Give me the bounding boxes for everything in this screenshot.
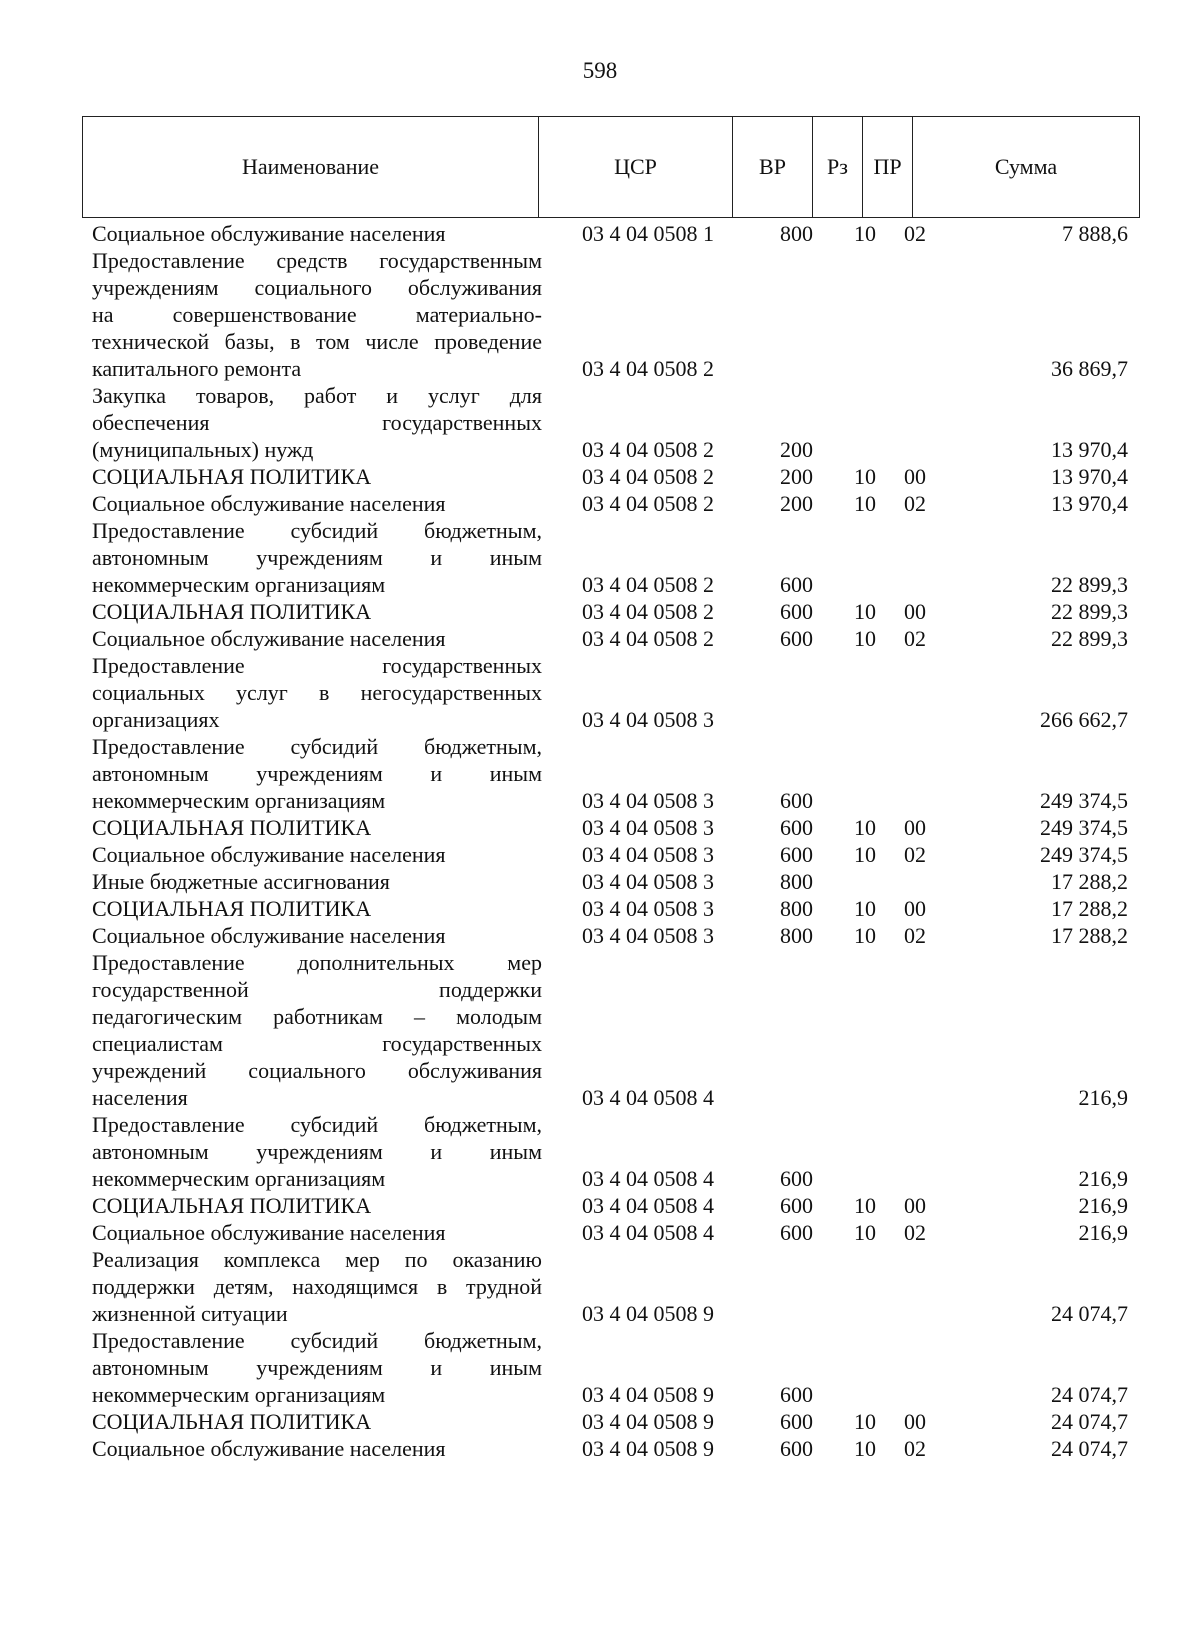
table-row [82,625,1140,652]
row-csr: 03 4 04 0508 2 [582,356,714,381]
row-vr: 600 [780,1436,813,1461]
table-row [82,220,1140,247]
row-csr: 03 4 04 0508 3 [582,896,714,921]
table-row [82,1111,1140,1192]
row-csr: 03 4 04 0508 3 [582,869,714,894]
row-name-line: Предоставление субсидий бюджетным, [92,1112,542,1137]
row-sum: 7 888,6 [1062,221,1128,246]
row-name-line: государственной поддержки [92,977,542,1002]
row-csr: 03 4 04 0508 4 [582,1220,714,1245]
header-rz: Рз [813,117,863,217]
row-sum: 249 374,5 [1040,815,1128,840]
row-rz: 10 [854,599,876,624]
row-sum: 13 970,4 [1051,464,1128,489]
table-row [82,247,1140,382]
table-row [82,814,1140,841]
row-name-line: Предоставление субсидий бюджетным, [92,1328,542,1353]
row-vr: 600 [780,1166,813,1191]
row-csr: 03 4 04 0508 3 [582,815,714,840]
row-name-line: организациях [92,707,220,732]
table-row [82,1327,1140,1408]
row-vr: 600 [780,626,813,651]
row-name-line: Социальное обслуживание населения [92,923,446,948]
table-row [82,922,1140,949]
row-name-line: автономным учреждениям и иным [92,545,542,570]
row-vr: 800 [780,896,813,921]
row-name-line: Социальное обслуживание населения [92,491,446,516]
header-sum: Сумма [994,154,1058,179]
row-pr: 00 [904,464,926,489]
row-csr: 03 4 04 0508 2 [582,626,714,651]
row-sum: 22 899,3 [1051,572,1128,597]
page-number: 598 [582,58,618,83]
row-sum: 266 662,7 [1040,707,1128,732]
row-sum: 17 288,2 [1051,923,1128,948]
row-rz: 10 [854,1409,876,1434]
row-rz: 10 [854,464,876,489]
row-name-line: Социальное обслуживание населения [92,1220,446,1245]
row-name-line: Иные бюджетные ассигнования [92,869,390,894]
row-name-line: автономным учреждениям и иным [92,1139,542,1164]
row-name-line: Предоставление субсидий бюджетным, [92,734,542,759]
row-name-line: специалистам государственных [92,1031,542,1056]
row-rz: 10 [854,896,876,921]
table-row [82,463,1140,490]
row-pr: 02 [904,923,926,948]
row-csr: 03 4 04 0508 4 [582,1166,714,1191]
row-csr: 03 4 04 0508 1 [582,221,714,246]
row-csr: 03 4 04 0508 2 [582,491,714,516]
table-row [82,895,1140,922]
table-row [82,598,1140,625]
row-name-line: Предоставление государственных [92,653,542,678]
row-rz: 10 [854,1436,876,1461]
row-rz: 10 [854,923,876,948]
row-pr: 00 [904,1193,926,1218]
row-rz: 10 [854,1193,876,1218]
row-vr: 600 [780,572,813,597]
row-name-line: СОЦИАЛЬНАЯ ПОЛИТИКА [92,464,372,489]
row-pr: 02 [904,1436,926,1461]
header-pr: ПР [863,117,913,217]
row-sum: 249 374,5 [1040,842,1128,867]
table-row [82,490,1140,517]
row-sum: 22 899,3 [1051,599,1128,624]
row-csr: 03 4 04 0508 2 [582,599,714,624]
row-name-line: некоммерческим организациям [92,788,386,813]
row-vr: 800 [780,221,813,246]
row-name-line: некоммерческим организациям [92,572,386,597]
row-rz: 10 [854,626,876,651]
row-sum: 216,9 [1078,1193,1128,1218]
table-row [82,382,1140,463]
row-name-line: капитального ремонта [92,356,302,381]
row-csr: 03 4 04 0508 9 [582,1301,714,1326]
row-sum: 13 970,4 [1051,491,1128,516]
row-pr: 00 [904,1409,926,1434]
row-sum: 216,9 [1078,1085,1128,1110]
table-row [82,949,1140,1111]
row-sum: 24 074,7 [1051,1436,1128,1461]
table-row [82,652,1140,733]
row-name-line: СОЦИАЛЬНАЯ ПОЛИТИКА [92,599,372,624]
row-pr: 00 [904,815,926,840]
row-vr: 600 [780,1409,813,1434]
row-sum: 36 869,7 [1051,356,1128,381]
row-sum: 13 970,4 [1051,437,1128,462]
row-name-line: педагогическим работникам – молодым [92,1004,542,1029]
row-name-line: жизненной ситуации [92,1301,288,1326]
row-name-line: социальных услуг в негосударственных [92,680,542,705]
row-sum: 22 899,3 [1051,626,1128,651]
row-sum: 249 374,5 [1040,788,1128,813]
row-sum: 24 074,7 [1051,1382,1128,1407]
row-vr: 800 [780,923,813,948]
row-name-line: СОЦИАЛЬНАЯ ПОЛИТИКА [92,815,372,840]
table-row [82,841,1140,868]
table-row [82,1192,1140,1219]
row-name-line: СОЦИАЛЬНАЯ ПОЛИТИКА [92,896,372,921]
row-csr: 03 4 04 0508 4 [582,1193,714,1218]
table-row [82,733,1140,814]
row-rz: 10 [854,1220,876,1245]
row-pr: 02 [904,1220,926,1245]
row-sum: 24 074,7 [1051,1409,1128,1434]
row-rz: 10 [854,842,876,867]
row-sum: 17 288,2 [1051,869,1128,894]
row-pr: 00 [904,896,926,921]
row-name-line: Социальное обслуживание населения [92,221,446,246]
row-vr: 600 [780,788,813,813]
row-csr: 03 4 04 0508 9 [582,1409,714,1434]
row-csr: 03 4 04 0508 3 [582,788,714,813]
header-vr: ВР [733,117,813,217]
row-rz: 10 [854,815,876,840]
header-csr: ЦСР [539,117,733,217]
row-csr: 03 4 04 0508 3 [582,707,714,732]
row-csr: 03 4 04 0508 2 [582,572,714,597]
row-name-line: населения [92,1085,188,1110]
row-name-line: автономным учреждениям и иным [92,761,542,786]
row-csr: 03 4 04 0508 3 [582,923,714,948]
table-row [82,1219,1140,1246]
row-csr: 03 4 04 0508 4 [582,1085,714,1110]
row-csr: 03 4 04 0508 2 [582,464,714,489]
row-name-line: Социальное обслуживание населения [92,626,446,651]
row-name-line: некоммерческим организациям [92,1166,386,1191]
row-vr: 600 [780,599,813,624]
row-vr: 200 [780,491,813,516]
row-sum: 216,9 [1078,1220,1128,1245]
row-vr: 800 [780,869,813,894]
row-name-line: технической базы, в том числе проведение [92,329,542,354]
row-vr: 600 [780,815,813,840]
row-pr: 02 [904,626,926,651]
row-name-line: некоммерческим организациям [92,1382,386,1407]
row-rz: 10 [854,221,876,246]
row-csr: 03 4 04 0508 9 [582,1382,714,1407]
table-body [82,220,1140,1462]
row-rz: 10 [854,491,876,516]
row-name-line: на совершенствование материально- [92,302,542,327]
row-name-line: Предоставление средств государственным [92,248,542,273]
row-name-line: обеспечения государственных [92,410,542,435]
row-sum: 216,9 [1078,1166,1128,1191]
row-pr: 00 [904,599,926,624]
row-vr: 200 [780,437,813,462]
table-row [82,517,1140,598]
row-name-line: Социальное обслуживание населения [92,1436,446,1461]
row-name-line: Социальное обслуживание населения [92,842,446,867]
row-name-line: СОЦИАЛЬНАЯ ПОЛИТИКА [92,1409,372,1434]
row-name-line: Предоставление дополнительных мер [92,950,542,975]
row-vr: 600 [780,1193,813,1218]
row-vr: 600 [780,1220,813,1245]
row-pr: 02 [904,491,926,516]
table-row [82,1408,1140,1435]
row-pr: 02 [904,842,926,867]
row-sum: 24 074,7 [1051,1301,1128,1326]
row-sum: 17 288,2 [1051,896,1128,921]
header-name: Наименование [83,117,539,217]
row-vr: 200 [780,464,813,489]
row-name-line: поддержки детям, находящимся в трудной [92,1274,542,1299]
table-row [82,1435,1140,1462]
row-name-line: учреждений социального обслуживания [92,1058,542,1083]
row-name-line: Реализация комплекса мер по оказанию [92,1247,542,1272]
row-name-line: автономным учреждениям и иным [92,1355,542,1380]
row-csr: 03 4 04 0508 3 [582,842,714,867]
row-name-line: (муниципальных) нужд [92,437,314,462]
table-row [82,868,1140,895]
table-row [82,1246,1140,1327]
table-header [82,116,1140,218]
row-name-line: СОЦИАЛЬНАЯ ПОЛИТИКА [92,1193,372,1218]
row-vr: 600 [780,1382,813,1407]
row-pr: 02 [904,221,926,246]
row-vr: 600 [780,842,813,867]
row-csr: 03 4 04 0508 2 [582,437,714,462]
row-name-line: Закупка товаров, работ и услуг для [92,383,542,408]
row-csr: 03 4 04 0508 9 [582,1436,714,1461]
row-name-line: учреждениям социального обслуживания [92,275,542,300]
row-name-line: Предоставление субсидий бюджетным, [92,518,542,543]
